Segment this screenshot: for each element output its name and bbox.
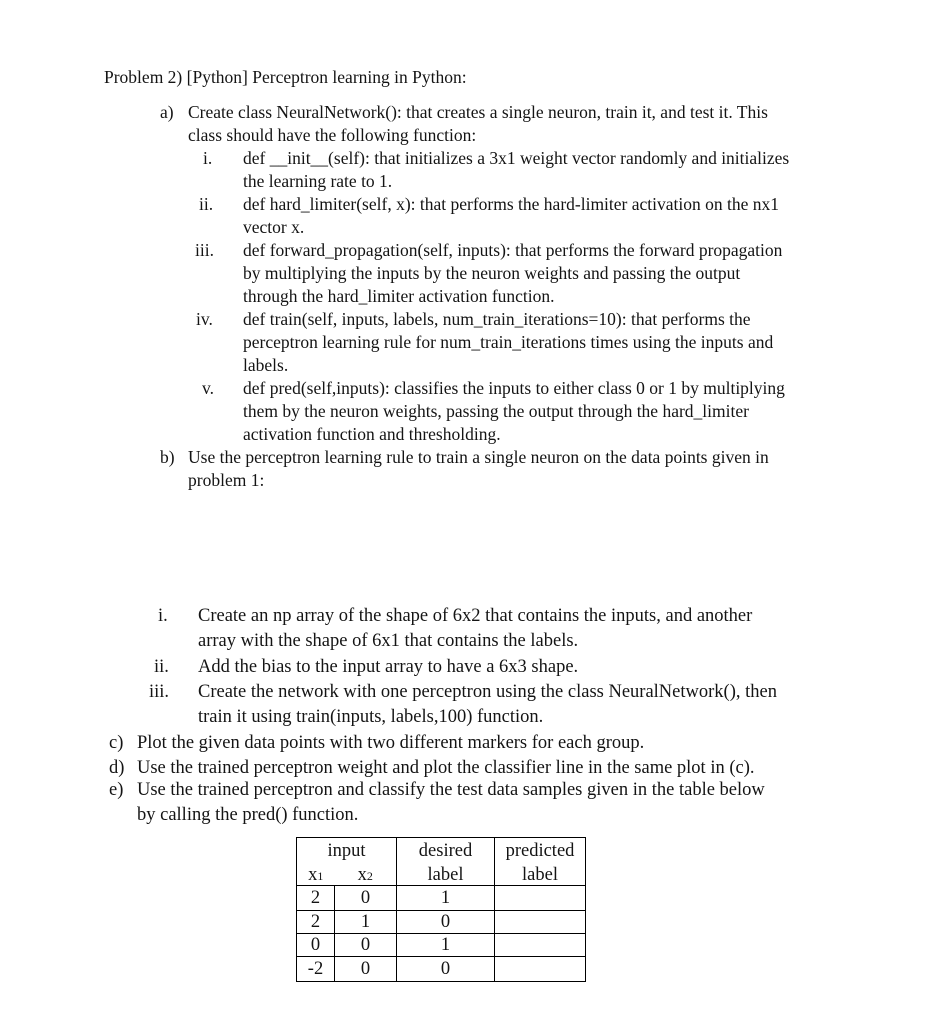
part-e-text: Use the trained perceptron and classify the test data samples given in the table below xyxy=(137,780,765,800)
part-e-marker: e) xyxy=(109,780,124,800)
cell-x2: 0 xyxy=(335,957,397,982)
cell-desired: 1 xyxy=(397,886,495,911)
part-b-item-number: iii. xyxy=(149,682,170,702)
part-b-item-text: Create the network with one perceptron using the class NeuralNetwork(), then xyxy=(198,682,777,702)
test-data-table xyxy=(296,837,586,982)
table-row xyxy=(297,957,586,982)
header-desired-label: label xyxy=(397,865,495,886)
part-a-item-text: labels. xyxy=(243,355,289,375)
header-x1: x1 xyxy=(297,865,335,886)
cell-desired: 0 xyxy=(397,911,495,934)
cell-x1: 2 xyxy=(297,911,335,934)
part-c-text: Plot the given data points with two different markers for each group. xyxy=(137,733,645,753)
part-a-item-number: ii. xyxy=(199,194,214,214)
cell-x1: -2 xyxy=(297,957,335,982)
part-a-item-number: iv. xyxy=(196,309,213,329)
table-row xyxy=(297,911,586,934)
part-b-line-2: problem 1: xyxy=(188,470,265,490)
cell-predicted xyxy=(495,957,586,982)
cell-x2: 1 xyxy=(335,911,397,934)
table-row xyxy=(297,886,586,911)
part-a-marker: a) xyxy=(160,102,174,122)
cell-x1: 0 xyxy=(297,934,335,957)
part-b-item-text: Create an np array of the shape of 6x2 that contains the inputs, and another xyxy=(198,606,753,626)
part-a-item-text: def hard_limiter(self, x): that performs the hard-limiter activation on the nx1 xyxy=(243,194,780,214)
cell-predicted xyxy=(495,886,586,911)
part-a-line-1: Create class NeuralNetwork(): that creates a single neuron, train it, and test it. This xyxy=(188,102,768,122)
part-b-item-text: train it using train(inputs, labels,100) function. xyxy=(198,707,544,727)
part-b-marker: b) xyxy=(160,447,175,467)
cell-desired: 1 xyxy=(397,934,495,957)
part-a-item-text: through the hard_limiter activation function. xyxy=(243,286,555,306)
part-a-item-text: def train(self, inputs, labels, num_train_iterations=10): that performs the xyxy=(243,309,751,329)
part-a-item-text: by multiplying the inputs by the neuron weights and passing the output xyxy=(243,263,741,283)
part-b-item-text: array with the shape of 6x1 that contains the labels. xyxy=(198,631,579,651)
part-a-item-text: def pred(self,inputs): classifies the inputs to either class 0 or 1 by multiplying xyxy=(243,378,785,398)
part-c-marker: c) xyxy=(109,733,124,753)
part-e-text: by calling the pred() function. xyxy=(137,805,359,825)
part-a-item-text: def forward_propagation(self, inputs): that performs the forward propagation xyxy=(243,240,783,260)
header-desired: desired xyxy=(397,838,495,865)
cell-desired: 0 xyxy=(397,957,495,982)
part-b-line-1: Use the perceptron learning rule to train a single neuron on the data points given in xyxy=(188,447,769,467)
part-d-marker: d) xyxy=(109,758,125,778)
header-predicted-label: label xyxy=(495,865,586,886)
cell-x1: 2 xyxy=(297,886,335,911)
header-x2: x2 xyxy=(335,865,397,886)
table-row xyxy=(297,934,586,957)
part-a-item-number: iii. xyxy=(195,240,214,260)
part-a-item-number: i. xyxy=(203,148,213,168)
problem-title: Problem 2) [Python] Perceptron learning in Python: xyxy=(104,67,467,87)
part-a-item-text: the learning rate to 1. xyxy=(243,171,393,191)
part-a-item-text: activation function and thresholding. xyxy=(243,424,501,444)
cell-predicted xyxy=(495,911,586,934)
part-b-item-number: ii. xyxy=(154,657,169,677)
part-a-item-text: perceptron learning rule for num_train_iterations times using the inputs and xyxy=(243,332,774,352)
part-b-item-number: i. xyxy=(158,606,168,626)
cell-predicted xyxy=(495,934,586,957)
part-a-item-text: def __init__(self): that initializes a 3x1 weight vector randomly and initializes xyxy=(243,148,790,168)
part-d-text: Use the trained perceptron weight and plot the classifier line in the same plot in (c). xyxy=(137,758,755,778)
header-input: input xyxy=(297,838,397,865)
part-a-line-2: class should have the following function: xyxy=(188,125,477,145)
cell-x2: 0 xyxy=(335,934,397,957)
part-a-item-number: v. xyxy=(202,378,214,398)
header-predicted: predicted xyxy=(495,838,586,865)
part-a-item-text: them by the neuron weights, passing the output through the hard_limiter xyxy=(243,401,749,421)
part-b-item-text: Add the bias to the input array to have a 6x3 shape. xyxy=(198,657,579,677)
cell-x2: 0 xyxy=(335,886,397,911)
part-a-item-text: vector x. xyxy=(243,217,305,237)
